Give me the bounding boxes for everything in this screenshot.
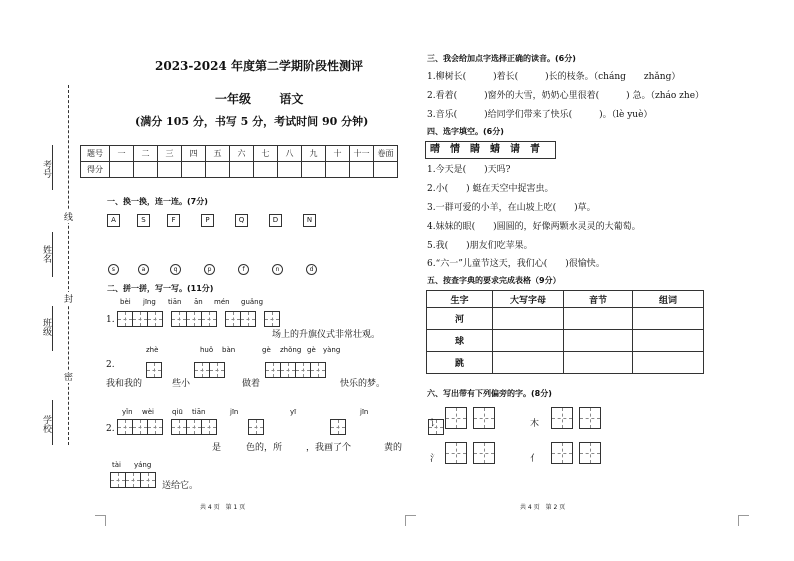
radical: 氵 <box>430 454 440 464</box>
pinyin: gè <box>262 346 271 354</box>
dict-cell[interactable] <box>633 330 704 352</box>
score-cell[interactable] <box>326 162 350 178</box>
grade-subject <box>215 90 303 107</box>
radical: 讠 <box>430 419 440 429</box>
dict-cell[interactable] <box>493 352 564 374</box>
q4-item: 1.今天是( )天吗? <box>427 165 511 175</box>
pinyin: tiān <box>168 298 182 306</box>
exam-title: 2023-2024 年度第二学期阶段性测评 <box>155 59 363 73</box>
grade: 一年级 <box>215 92 252 106</box>
q4-char-box: 晴 情 睛 蜻 请 青 <box>425 141 556 159</box>
dict-cell[interactable] <box>493 330 564 352</box>
q2-line3-pinyin <box>122 408 368 416</box>
pinyin: jīn <box>360 408 369 416</box>
score-header-cell: 四 <box>182 146 206 162</box>
dict-header: 生字 <box>427 291 493 308</box>
crop-mark <box>95 515 106 526</box>
dictionary-table <box>426 290 704 374</box>
score-table <box>80 145 398 178</box>
dict-header: 组词 <box>633 291 704 308</box>
pinyin: tiān <box>192 408 206 416</box>
q4-item: 5.我( )朋友们吃苹果。 <box>427 241 533 251</box>
writing-grid[interactable] <box>445 407 467 429</box>
score-header-cell: 一 <box>110 146 134 162</box>
writing-grid[interactable] <box>264 311 280 327</box>
side-label-school: 学校 <box>41 415 51 433</box>
upper-letter-box[interactable]: Q <box>235 214 248 227</box>
writing-grid[interactable] <box>265 362 281 378</box>
score-cell[interactable] <box>302 162 326 178</box>
q2-line2-d: 快乐的梦。 <box>340 379 386 389</box>
lower-letter-circle[interactable]: d <box>306 264 317 275</box>
dict-char: 跳 <box>427 352 493 374</box>
upper-letter-box[interactable]: P <box>201 214 214 227</box>
pinyin: tài <box>112 461 121 469</box>
q2-line3-b: 色的，所 <box>246 443 283 453</box>
writing-grid[interactable] <box>280 362 296 378</box>
score-header-cell: 五 <box>206 146 230 162</box>
score-header-cell: 十 <box>326 146 350 162</box>
writing-grid[interactable] <box>147 419 163 435</box>
writing-grid[interactable] <box>473 442 495 464</box>
side-label-exam-number: 考号 <box>41 160 51 178</box>
q3-title: 三、我会给加点字选择正确的读音。(6分) <box>427 54 576 63</box>
pinyin: gè <box>307 346 316 354</box>
writing-grid[interactable] <box>330 419 346 435</box>
writing-grid[interactable] <box>579 407 601 429</box>
q2-title: 二、拼一拼，写一写。(11分) <box>107 284 214 293</box>
q4-item: 2.小( ) 蜓在天空中捉害虫。 <box>427 184 554 194</box>
lower-letter-circle[interactable]: a <box>138 264 149 275</box>
writing-grid[interactable] <box>186 311 202 327</box>
score-cell[interactable] <box>350 162 374 178</box>
pinyin: ān <box>194 298 203 306</box>
crop-mark <box>405 515 416 526</box>
writing-grid[interactable] <box>132 311 148 327</box>
dict-cell[interactable] <box>564 308 633 330</box>
score-cell[interactable] <box>134 162 158 178</box>
dict-header-row <box>427 291 704 308</box>
q2-line1-pinyin <box>120 298 263 306</box>
dict-cell[interactable] <box>564 330 633 352</box>
writing-grid[interactable] <box>201 419 217 435</box>
pinyin: bàn <box>222 346 236 354</box>
pinyin: huǒ <box>200 346 214 354</box>
q3-line: 1.柳树长( )着长( )长的枝条。（cháng zhǎng） <box>427 72 681 82</box>
writing-grid[interactable] <box>551 442 573 464</box>
pinyin: zhè <box>146 346 159 354</box>
q2-line1-number: 1. <box>106 315 115 325</box>
q3-line: 2.看着( )窗外的大雪，奶奶心里很着( ) 急。（zháo zhe） <box>427 91 705 101</box>
q4-item: 4.妹妹的眼( )圆圆的，好像两颗水灵灵的大葡萄。 <box>427 222 641 232</box>
class-line[interactable] <box>52 306 54 351</box>
q2-line2-grids <box>194 362 225 381</box>
score-header-cell: 九 <box>302 146 326 162</box>
lower-letter-circle[interactable]: s <box>108 264 119 275</box>
school-line[interactable] <box>52 400 54 445</box>
writing-grid[interactable] <box>186 419 202 435</box>
score-cell[interactable] <box>110 162 134 178</box>
pinyin: jīn <box>230 408 239 416</box>
dict-char: 河 <box>427 308 493 330</box>
score-header-cell: 七 <box>254 146 278 162</box>
pinyin: guǎng <box>241 298 264 306</box>
q4-item: 3.一群可爱的小羊，在山坡上吃( )草。 <box>427 203 596 213</box>
dict-char: 球 <box>427 330 493 352</box>
score-cell[interactable] <box>254 162 278 178</box>
score-row-label: 得分 <box>81 162 110 178</box>
score-header-cell: 八 <box>278 146 302 162</box>
score-header-cell: 六 <box>230 146 254 162</box>
writing-grid[interactable] <box>248 419 264 435</box>
writing-grid[interactable] <box>140 472 156 488</box>
q2-line1-grids <box>117 311 280 330</box>
radical-grids <box>445 407 495 429</box>
exam-info: (满分 105 分，书写 5 分，考试时间 90 分钟) <box>135 115 369 128</box>
q1-title: 一、换一换，连一连。(7分) <box>107 197 208 206</box>
dict-cell[interactable] <box>493 308 564 330</box>
score-cell[interactable] <box>278 162 302 178</box>
score-header-cell: 三 <box>158 146 182 162</box>
dict-cell[interactable] <box>633 352 704 374</box>
pinyin: mén <box>214 298 230 306</box>
writing-grid[interactable] <box>551 407 573 429</box>
pinyin: zhǒng <box>280 346 302 354</box>
writing-grid[interactable] <box>125 472 141 488</box>
q2-line2-c: 做着 <box>242 379 261 389</box>
q4-title: 四、选字填空。(6分) <box>427 127 504 136</box>
upper-letter-box[interactable]: D <box>269 214 282 227</box>
score-cell[interactable] <box>158 162 182 178</box>
side-label-name: 姓名 <box>41 245 51 263</box>
lower-letter-circle[interactable]: n <box>272 264 283 275</box>
radical-grids <box>551 407 601 429</box>
right-page-footer: 共 4 页 第 2 页 <box>520 504 566 511</box>
exam-number-line[interactable] <box>52 145 54 190</box>
score-header-cell: 题号 <box>81 146 110 162</box>
radical-grids <box>551 442 601 464</box>
radical: 木 <box>530 419 540 429</box>
score-header-row <box>81 146 398 162</box>
q2-line2-pinyin <box>146 346 340 354</box>
writing-grid[interactable] <box>146 362 162 378</box>
dict-row <box>427 330 704 352</box>
score-header-cell: 卷面 <box>374 146 398 162</box>
q2-line2-number: 2. <box>106 360 115 370</box>
writing-grid[interactable] <box>110 472 126 488</box>
writing-grid[interactable] <box>171 311 187 327</box>
q2-line1-tail: 场上的升旗仪式非常壮观。 <box>272 330 381 340</box>
writing-grid[interactable] <box>117 419 133 435</box>
score-value-row <box>81 162 398 178</box>
dict-row <box>427 352 704 374</box>
writing-grid[interactable] <box>194 362 210 378</box>
upper-letter-box[interactable]: N <box>303 214 316 227</box>
pinyin: jīng <box>143 298 156 306</box>
lower-letter-circle[interactable]: q <box>170 264 181 275</box>
score-header-cell: 十一 <box>350 146 374 162</box>
lower-letter-circle[interactable]: f <box>238 264 249 275</box>
writing-grid[interactable] <box>117 311 133 327</box>
dict-row <box>427 308 704 330</box>
q2-line2-grids-b <box>265 362 326 381</box>
writing-grid[interactable] <box>147 311 163 327</box>
score-cell[interactable] <box>182 162 206 178</box>
pinyin: yáng <box>134 461 152 469</box>
pinyin: yàng <box>323 346 341 354</box>
upper-letter-box[interactable]: F <box>167 214 180 227</box>
pinyin: wèi <box>142 408 154 416</box>
pinyin: qiū <box>172 408 183 416</box>
lower-letter-circle[interactable]: p <box>204 264 215 275</box>
dict-header: 音节 <box>564 291 633 308</box>
score-cell[interactable] <box>206 162 230 178</box>
radical-grids <box>445 442 495 464</box>
q3-line: 3.音乐( )给同学们带来了快乐( )。（lè yuè） <box>427 110 653 120</box>
pinyin: yī <box>290 408 297 416</box>
q2-line2-b: 些小 <box>172 379 191 389</box>
cut-mark-line: 线 <box>64 210 73 223</box>
writing-grid[interactable] <box>310 362 326 378</box>
q2-line3-grids <box>117 419 217 438</box>
upper-letter-box[interactable]: S <box>137 214 150 227</box>
subject: 语文 <box>279 92 304 106</box>
side-label-class: 班级 <box>41 318 51 336</box>
writing-grid[interactable] <box>171 419 187 435</box>
q5-title: 五、按查字典的要求完成表格（9分） <box>427 276 561 285</box>
writing-grid[interactable] <box>132 419 148 435</box>
q2-line3-number: 2. <box>106 424 115 434</box>
writing-grid[interactable] <box>209 362 225 378</box>
binding-line <box>68 85 69 445</box>
score-header-cell: 二 <box>134 146 158 162</box>
writing-grid[interactable] <box>295 362 311 378</box>
q2-line3-d: 黄的 <box>384 443 403 453</box>
dict-header: 大写字母 <box>493 291 564 308</box>
radical: 亻 <box>530 454 540 464</box>
pinyin: bèi <box>120 298 131 306</box>
dict-cell[interactable] <box>633 308 704 330</box>
writing-grid[interactable] <box>473 407 495 429</box>
q6-title: 六、写出带有下列偏旁的字。(8分) <box>427 389 552 398</box>
cut-mark-secret: 密 <box>64 370 73 383</box>
left-page-footer: 共 4 页 第 1 页 <box>200 504 246 511</box>
q2-line3-a: 是 <box>212 443 222 453</box>
pinyin: yǐn <box>122 408 133 416</box>
dict-cell[interactable] <box>564 352 633 374</box>
writing-grid[interactable] <box>579 442 601 464</box>
score-cell[interactable] <box>230 162 254 178</box>
crop-mark <box>738 515 749 526</box>
q2-line3-c: ，我画了个 <box>306 443 352 453</box>
writing-grid[interactable] <box>201 311 217 327</box>
score-cell[interactable] <box>374 162 398 178</box>
q2-line4-pinyin <box>112 461 151 469</box>
writing-grid[interactable] <box>445 442 467 464</box>
upper-letter-box[interactable]: A <box>107 214 120 227</box>
q2-line2-a: 我和我的 <box>106 379 143 389</box>
writing-grid[interactable] <box>240 311 256 327</box>
q4-item: 6.“六一”儿童节这天，我们心( )很愉快。 <box>427 259 605 269</box>
q2-line4-grids <box>110 472 156 491</box>
writing-grid[interactable] <box>225 311 241 327</box>
name-line[interactable] <box>52 232 54 277</box>
cut-mark-seal: 封 <box>64 292 73 305</box>
q2-line4-tail: 送给它。 <box>162 481 199 491</box>
